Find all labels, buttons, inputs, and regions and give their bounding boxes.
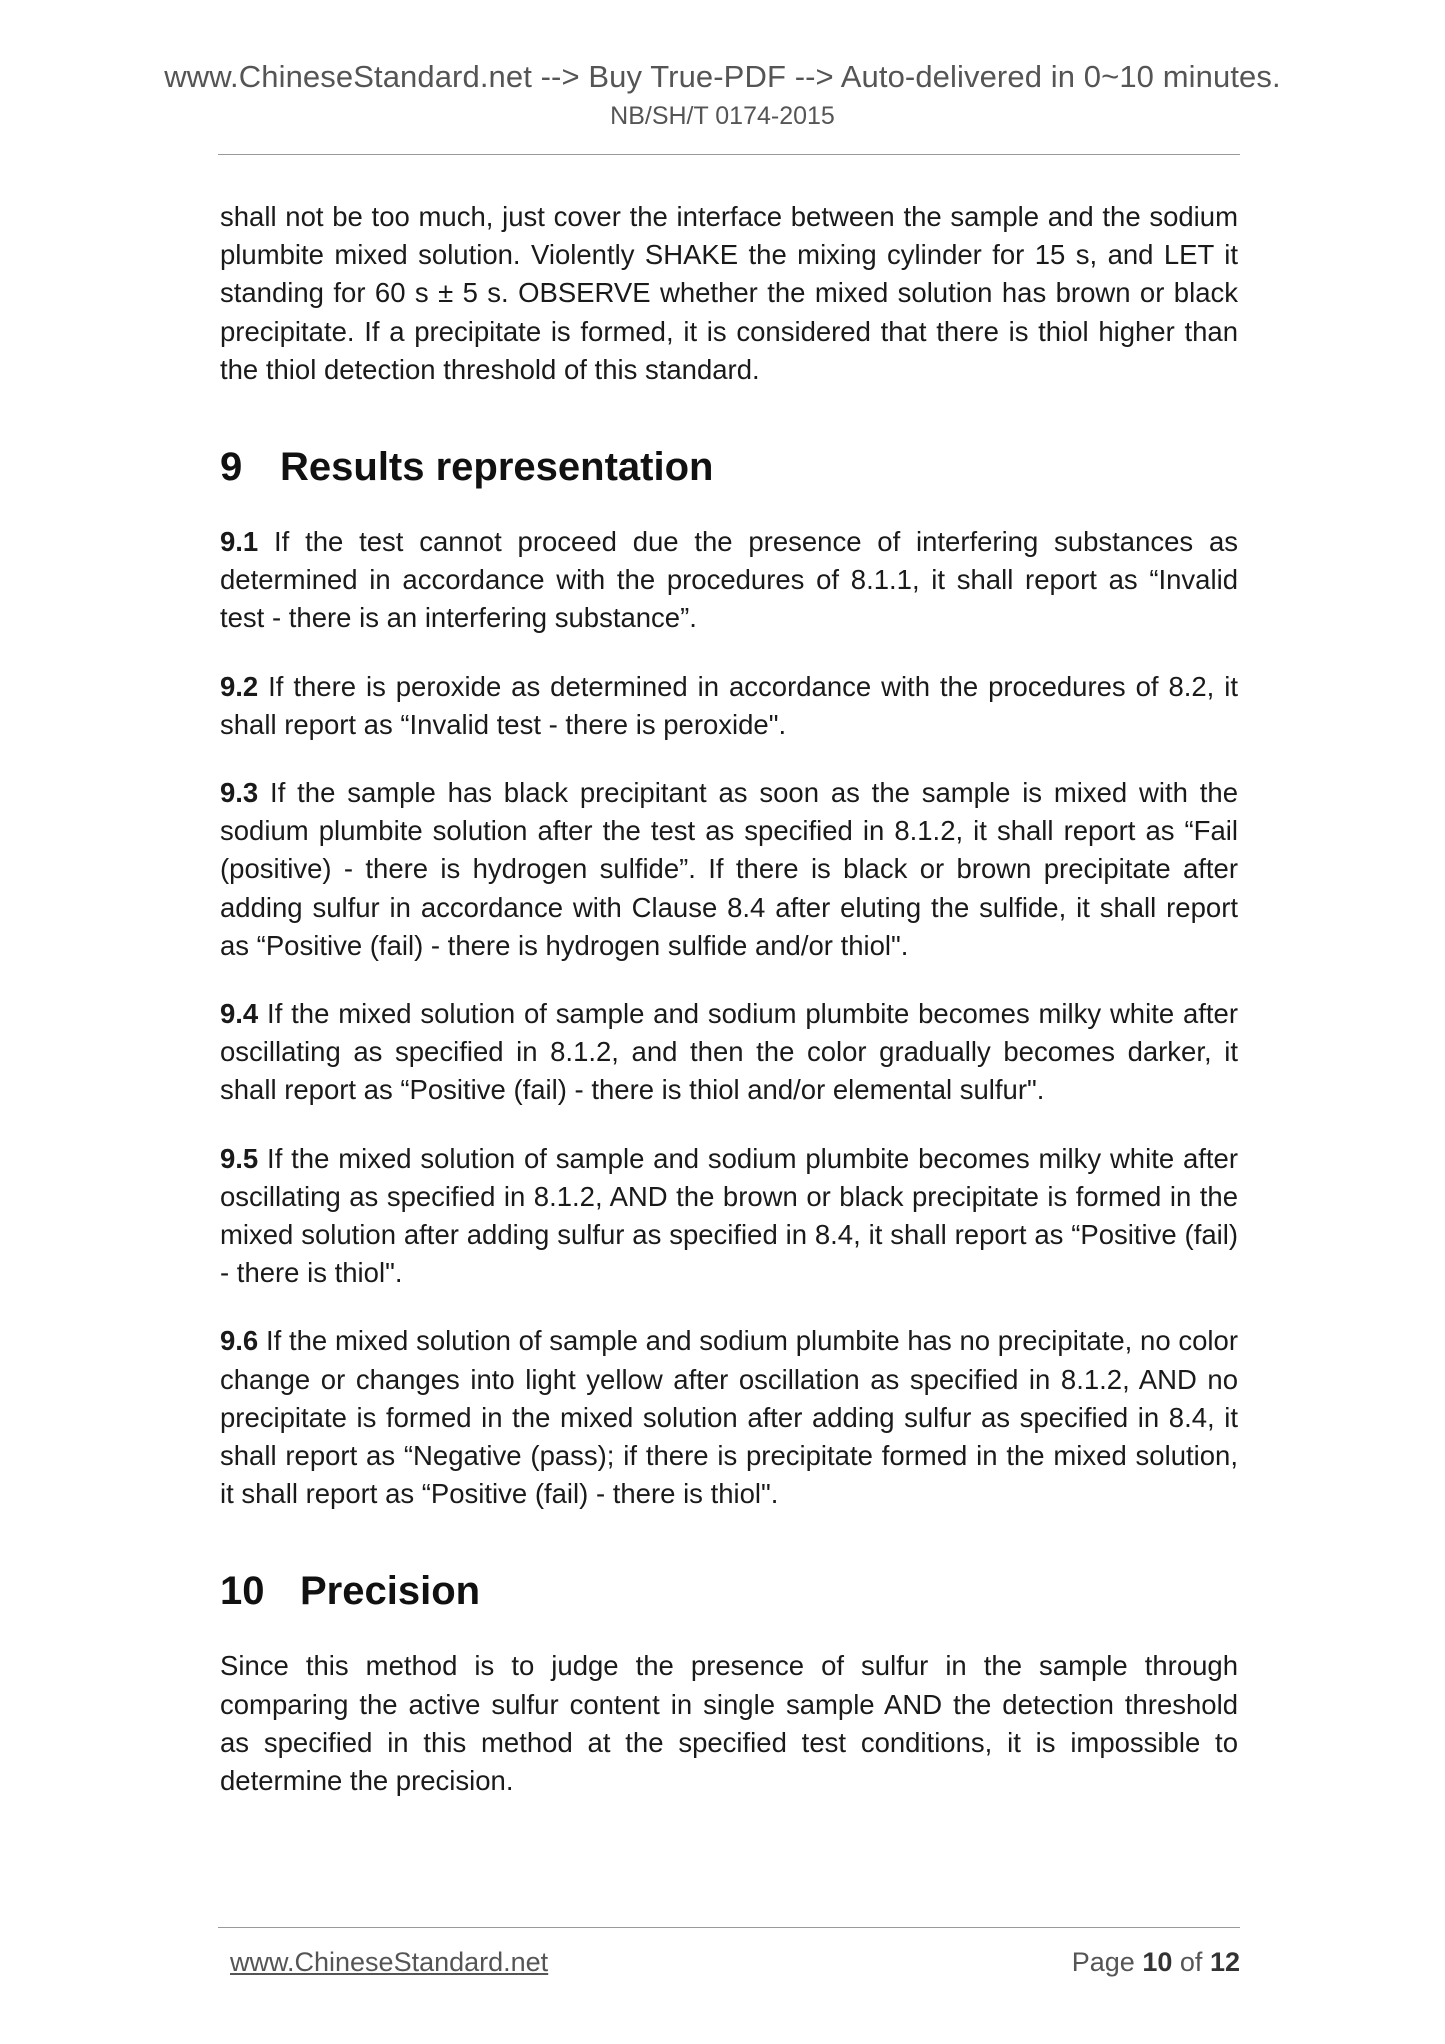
clause-number: 9.2 — [220, 670, 259, 702]
clause-number: 9.6 — [220, 1325, 259, 1357]
clause-9-5 — [220, 1140, 1238, 1293]
clause-9-4 — [220, 995, 1238, 1110]
clause-text: If there is peroxide as determined in accordance with the procedures of 8.2, it shall report as “Invalid test - there is peroxide". — [220, 670, 1238, 740]
clause-number: 9.3 — [220, 777, 259, 809]
intro-paragraph: shall not be too much, just cover the interface between the sample and the sodium plumbite mixed solution. Violently SHAKE the mixing cylinder for 15 s, and LET it standing for 60 s ± 5 s. OBSERVE whether the mixed solution has brown or black precipitate. If a precipitate is formed, it is considered that there is thiol higher than the thiol detection threshold of this standard. — [220, 201, 1238, 385]
section-title: Results representation — [280, 445, 714, 490]
clause-text: If the mixed solution of sample and sodium plumbite becomes milky white after oscillating as specified in 8.1.2, and then the color gradually becomes darker, it shall report as “Positive (fail) - there is thiol and/or elemental sulfur". — [220, 998, 1238, 1106]
section-title: Precision — [300, 1569, 481, 1614]
clause-9-1 — [220, 523, 1238, 638]
clause-text: If the mixed solution of sample and sodium plumbite has no precipitate, no color change or changes into light yellow after oscillation as specified in 8.1.2, AND no precipitate is formed in the mixed solution after adding sulfur as specified in 8.4, it shall report as “Negative (pass); if there is precipitate formed in the mixed solution, it shall report as “Positive (fail) - there is thiol". — [220, 1325, 1238, 1510]
precision-paragraph: Since this method is to judge the presence of sulfur in the sample through comparing the active sulfur content in single sample AND the detection threshold as specified in this method at the specified test conditions, it is impossible to determine the precision. — [220, 1650, 1238, 1797]
section-number: 9 — [220, 445, 243, 490]
clause-text: If the mixed solution of sample and sodium plumbite becomes milky white after oscillating as specified in 8.1.2, AND the brown or black precipitate is formed in the mixed solution after adding sulfur as specified in 8.4, it shall report as “Positive (fail) - there is thiol". — [220, 1142, 1238, 1289]
total-pages-number: 12 — [1209, 1947, 1240, 1977]
clause-9-2 — [220, 668, 1238, 744]
header-divider — [218, 154, 1240, 155]
page-header — [0, 58, 1445, 132]
clause-number: 9.4 — [220, 998, 259, 1030]
header-banner: www.ChineseStandard.net --> Buy True-PDF --> Auto-delivered in 0~10 minutes. — [164, 59, 1281, 94]
clause-number: 9.5 — [220, 1142, 259, 1174]
page-of-word: of — [1179, 1947, 1203, 1977]
clause-9-6 — [220, 1322, 1238, 1513]
section-number: 10 — [220, 1569, 265, 1614]
current-page-number: 10 — [1142, 1947, 1173, 1977]
clause-text: If the sample has black precipitant as soon as the sample is mixed with the sodium plumbite solution after the test as specified in 8.1.2, it shall report as “Fail (positive) - there is hydrogen sulfide”. If there is black or brown precipitate after adding sulfur in accordance with Clause 8.4 after eluting the sulfide, it shall report as “Positive (fail) - there is hydrogen sulfide and/or thiol". — [220, 777, 1238, 961]
clause-9-3 — [220, 774, 1238, 965]
section-9-heading — [220, 443, 1238, 491]
page-word: Page — [1071, 1947, 1135, 1977]
page-indicator — [1072, 1945, 1240, 1979]
document-code: NB/SH/T 0174-2015 — [610, 102, 835, 130]
footer-divider — [218, 1927, 1240, 1928]
website-link[interactable]: www.ChineseStandard.net — [230, 1947, 549, 1977]
section-10-heading — [220, 1567, 1238, 1615]
clause-text: If the test cannot proceed due the presence of interfering substances as determined in accordance with the procedures of 8.1.1, it shall report as “Invalid test - there is an interfering substance”. — [220, 526, 1238, 634]
clause-number: 9.1 — [220, 526, 259, 558]
page-body — [220, 198, 1238, 1800]
